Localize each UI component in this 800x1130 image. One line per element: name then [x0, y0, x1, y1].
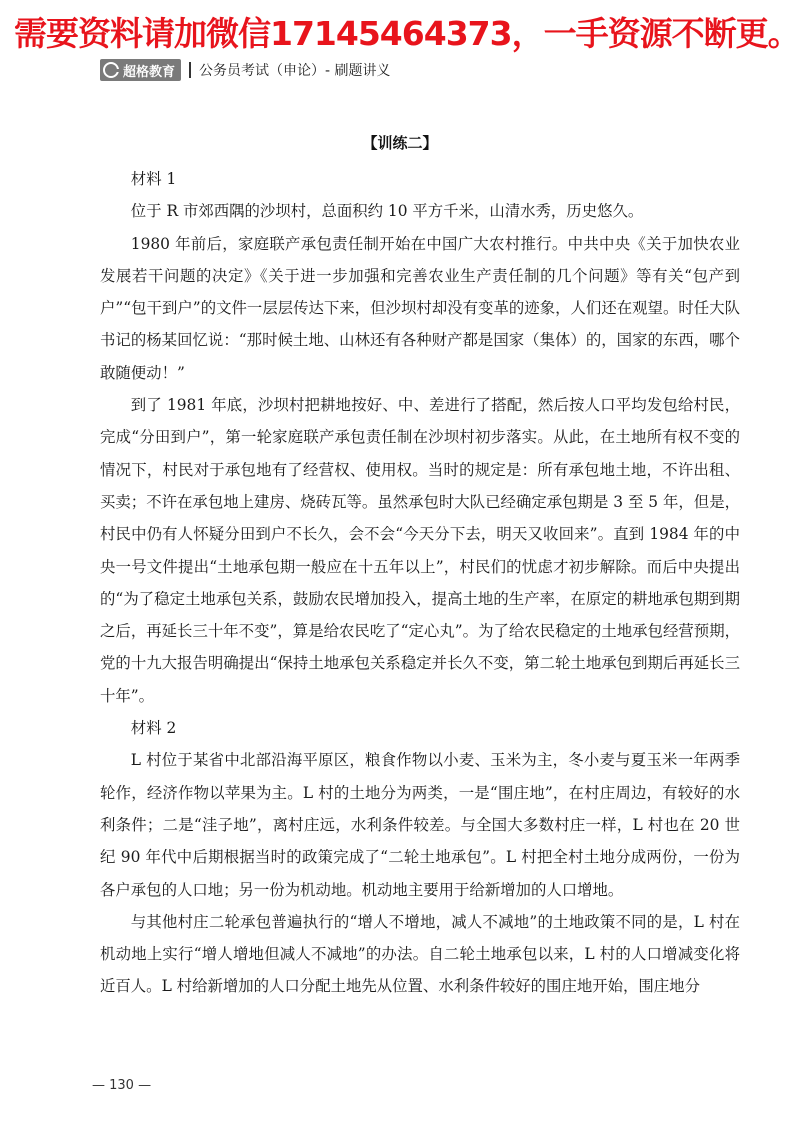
paragraph: 位于 R 市郊西隅的沙坝村，总面积约 10 平方千米，山清水秀，历史悠久。 — [130, 202, 644, 221]
paragraph: 与其他村庄二轮承包普遍执行的“增人不增地，减人不减地”的土地政策不同的是，L 村在机动地上实行“增人增地但减人不减地”的办法。自二轮土地承包以来，L 村的人口增减变化将近百人。L 村给新增加的人口分配土地先从位置、水利条件较好的围庄地开始，围庄地分 — [100, 912, 740, 996]
logo-g-icon — [103, 62, 119, 78]
paragraph: 到了 1981 年底，沙坝村把耕地按好、中、差进行了搭配，然后按人口平均发包给村民，完成“分田到户”，第一轮家庭联产承包责任制在沙坝村初步落实。从此，在土地所有权不变的情况下，村民对于承包地有了经营权、使用权。当时的规定是：所有承包地土地，不许出租、买卖；不许在承包地上建房、烧砖瓦等。虽然承包时大队已经确定承包期是 3 至 5 年，但是，村民中仍有人怀疑分田到户不长久，会不会“今天分下去，明天又收回来”。直到 1984 年的中央一号文件提出“土地承包期一般应在十五年以上”，村民们的忧虑才初步解除。而后中央提出的“为了稳定土地承包关系，鼓励农民增加投入，提高土地的生产率，在原定的耕地承包期到期之后，再延长三十年不变”，算是给农民吃了“定心丸”。为了给农民稳定的土地承包经营预期，党的十九大报告明确提出“保持土地承包关系稳定并长久不变，第二轮土地承包到期后再延长三十年”。 — [100, 396, 740, 705]
header-title: 公务员考试（申论）- 刷题讲义 — [199, 63, 391, 79]
wechat-promo-banner: 需要资料请加微信17145464373，一手资源不断更。 — [14, 14, 800, 53]
page-header — [100, 58, 391, 82]
material-2-label: 材料 2 — [130, 719, 177, 738]
document-body — [100, 163, 740, 1003]
page-number: — 130 — — [92, 1078, 152, 1093]
paragraph: L 村位于某省中北部沿海平原区，粮食作物以小麦、玉米为主，冬小麦与夏玉米一年两季轮作，经济作物以苹果为主。L 村的土地分为两类，一是“围庄地”，在村庄周边，有较好的水利条件；二是“洼子地”，离村庄远，水利条件较差。与全国大多数村庄一样，L 村也在 20 世纪 90 年代中后期根据当时的政策完成了“二轮土地承包”。L 村把全村土地分成两份，一份为各户承包的人口地；另一份为机动地。机动地主要用于给新增加的人口增地。 — [100, 751, 740, 899]
publisher-logo — [100, 59, 181, 81]
material-1-label: 材料 1 — [130, 170, 177, 188]
logo-text: 超格教育 — [123, 64, 176, 80]
header-divider — [189, 62, 191, 78]
section-title: 【训练二】 — [362, 134, 438, 152]
paragraph: 1980 年前后，家庭联产承包责任制开始在中国广大农村推行。中共中央《关于加快农业发展若干问题的决定》《关于进一步加强和完善农业生产责任制的几个问题》等有关“包产到户”“包干到户”的文件一层层传达下来，但沙坝村却没有变革的迹象，人们还在观望。时任大队书记的杨某回忆说：“那时候土地、山林还有各种财产都是国家（集体）的，国家的东西，哪个敢随便动！” — [100, 234, 740, 382]
